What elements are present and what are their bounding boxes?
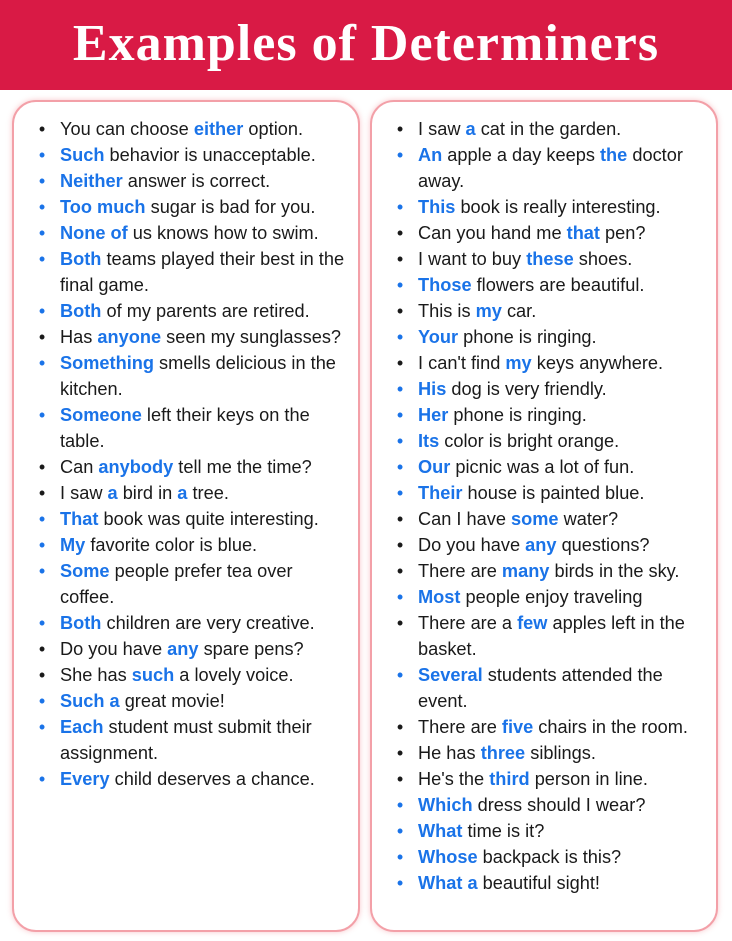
sentence-text: water?: [558, 509, 619, 529]
sentence-text: children are very creative.: [101, 613, 315, 633]
example-sentence: [38, 324, 348, 350]
sentence-text: She has: [60, 665, 132, 685]
determiner-highlight: Something: [60, 353, 154, 373]
sentence-text: child deserves a chance.: [109, 769, 315, 789]
sentence-text: dress should I wear?: [472, 795, 646, 815]
example-sentence: [396, 480, 706, 506]
sentence-text: smells delicious in the kitchen.: [60, 353, 336, 399]
determiner-highlight: three: [480, 743, 526, 763]
determiner-highlight: anybody: [98, 457, 174, 477]
sentence-text: I can't find: [418, 353, 506, 373]
example-sentence: [396, 558, 706, 584]
determiner-highlight: many: [501, 561, 550, 581]
example-sentence: [396, 506, 706, 532]
determiner-highlight: Which: [418, 795, 473, 815]
sentence-text: left their keys on the table.: [60, 405, 310, 451]
sentence-text: flowers are beautiful.: [471, 275, 645, 295]
example-sentence: [396, 350, 706, 376]
example-sentence: [396, 402, 706, 428]
sentence-text: beautiful sight!: [477, 873, 600, 893]
determiner-highlight: Your: [418, 327, 459, 347]
bullet-icon: •: [396, 223, 404, 243]
determiner-highlight: My: [60, 535, 86, 555]
bullet-icon: •: [38, 301, 46, 321]
bullet-icon: •: [396, 587, 404, 607]
sentence-text: picnic was a lot of fun.: [450, 457, 635, 477]
sentence-text: person in line.: [529, 769, 648, 789]
example-sentence: [396, 454, 706, 480]
example-sentence: [396, 740, 706, 766]
determiner-highlight: any: [167, 639, 199, 659]
example-sentence: [38, 454, 348, 480]
example-sentence: [396, 662, 706, 714]
determiner-highlight: Our: [418, 457, 451, 477]
sentence-text: people prefer tea over coffee.: [60, 561, 293, 607]
example-sentence: [38, 116, 348, 142]
sentence-text: doctor away.: [418, 145, 683, 191]
sentence-text: phone is ringing.: [458, 327, 597, 347]
determiner-highlight: my: [505, 353, 532, 373]
example-sentence: [38, 194, 348, 220]
bullet-icon: •: [396, 249, 404, 269]
example-sentence: [38, 168, 348, 194]
determiner-highlight: a: [465, 119, 476, 139]
bullet-icon: •: [38, 613, 46, 633]
bullet-icon: •: [396, 795, 404, 815]
sentence-text: backpack is this?: [477, 847, 622, 867]
bullet-icon: •: [396, 665, 404, 685]
determiner-highlight: the: [600, 145, 628, 165]
determiner-highlight: some: [511, 509, 559, 529]
determiner-highlight: Its: [418, 431, 440, 451]
example-sentence: [38, 532, 348, 558]
sentence-text: birds in the sky.: [549, 561, 680, 581]
sentence-text: chairs in the room.: [533, 717, 688, 737]
bullet-icon: •: [38, 197, 46, 217]
bullet-icon: •: [38, 457, 46, 477]
sentence-text: I saw: [60, 483, 108, 503]
sentence-text: student must submit their assignment.: [60, 717, 312, 763]
determiner-highlight: What: [418, 821, 463, 841]
bullet-icon: •: [38, 145, 46, 165]
determiner-highlight: a: [177, 483, 188, 503]
sentence-text: teams played their best in the final game.: [60, 249, 345, 295]
sentence-text: great movie!: [119, 691, 225, 711]
bullet-icon: •: [396, 873, 404, 893]
example-sentence: [396, 766, 706, 792]
bullet-icon: •: [38, 769, 46, 789]
bullet-icon: •: [38, 639, 46, 659]
example-sentence: [38, 246, 348, 298]
bullet-icon: •: [38, 691, 46, 711]
determiner-highlight: anyone: [97, 327, 162, 347]
determiner-highlight: Both: [60, 613, 102, 633]
bullet-icon: •: [396, 847, 404, 867]
example-sentence: [38, 688, 348, 714]
determiner-highlight: Too much: [60, 197, 146, 217]
example-sentence: [38, 298, 348, 324]
sentence-text: favorite color is blue.: [85, 535, 258, 555]
sentence-text: students attended the event.: [418, 665, 663, 711]
determiner-highlight: any: [525, 535, 557, 555]
bullet-icon: •: [396, 119, 404, 139]
sentence-text: He's the: [418, 769, 490, 789]
sentence-text: keys anywhere.: [531, 353, 664, 373]
sentence-text: Has: [60, 327, 98, 347]
example-sentence: [38, 220, 348, 246]
sentence-text: shoes.: [573, 249, 633, 269]
sentence-text: spare pens?: [198, 639, 304, 659]
example-sentence: [396, 818, 706, 844]
determiner-highlight: either: [193, 119, 244, 139]
sentence-text: apples left in the basket.: [418, 613, 685, 659]
sentence-text: answer is correct.: [122, 171, 271, 191]
bullet-icon: •: [396, 821, 404, 841]
determiner-highlight: What a: [418, 873, 478, 893]
sentence-text: color is bright orange.: [439, 431, 620, 451]
example-sentence: [396, 714, 706, 740]
sentence-text: Can: [60, 457, 99, 477]
sentence-text: You can choose: [60, 119, 194, 139]
determiner-highlight: such: [131, 665, 175, 685]
left-example-list: [14, 102, 358, 792]
determiner-highlight: Some: [60, 561, 110, 581]
example-sentence: [38, 402, 348, 454]
example-sentence: [396, 584, 706, 610]
right-examples-panel: [370, 100, 718, 932]
bullet-icon: •: [38, 223, 46, 243]
bullet-icon: •: [396, 353, 404, 373]
determiner-highlight: Every: [60, 769, 110, 789]
bullet-icon: •: [396, 457, 404, 477]
sentence-text: siblings.: [525, 743, 596, 763]
example-sentence: [396, 376, 706, 402]
sentence-text: He has: [418, 743, 481, 763]
example-sentence: [396, 870, 706, 896]
example-sentence: [38, 662, 348, 688]
determiner-highlight: Most: [418, 587, 461, 607]
bullet-icon: •: [396, 769, 404, 789]
bullet-icon: •: [38, 353, 46, 373]
sentence-text: seen my sunglasses?: [161, 327, 342, 347]
bullet-icon: •: [396, 613, 404, 633]
sentence-text: There are: [418, 717, 502, 737]
title-banner: [0, 0, 732, 90]
bullet-icon: •: [396, 275, 404, 295]
determiner-highlight: Their: [418, 483, 463, 503]
determiner-highlight: None of: [60, 223, 128, 243]
bullet-icon: •: [396, 717, 404, 737]
page-title: Examples of Determiners: [72, 14, 660, 72]
example-sentence: [396, 610, 706, 662]
sentence-text: I want to buy: [418, 249, 527, 269]
example-sentence: [396, 792, 706, 818]
bullet-icon: •: [38, 535, 46, 555]
sentence-text: tell me the time?: [173, 457, 312, 477]
determiner-highlight: An: [418, 145, 443, 165]
bullet-icon: •: [38, 171, 46, 191]
bullet-icon: •: [38, 717, 46, 737]
sentence-text: bird in: [117, 483, 178, 503]
example-sentence: [38, 350, 348, 402]
determiner-highlight: that: [566, 223, 600, 243]
bullet-icon: •: [396, 743, 404, 763]
bullet-icon: •: [38, 405, 46, 425]
determiner-highlight: Such: [60, 145, 105, 165]
left-examples-panel: [12, 100, 360, 932]
determiner-highlight: Her: [418, 405, 449, 425]
bullet-icon: •: [396, 561, 404, 581]
sentence-text: phone is ringing.: [448, 405, 587, 425]
sentence-text: This is: [418, 301, 476, 321]
sentence-text: apple a day keeps: [442, 145, 600, 165]
bullet-icon: •: [396, 145, 404, 165]
sentence-text: car.: [501, 301, 537, 321]
determiner-highlight: a: [107, 483, 118, 503]
determiner-highlight: Neither: [60, 171, 123, 191]
sentence-text: Can I have: [418, 509, 512, 529]
determiner-highlight: Someone: [60, 405, 142, 425]
right-example-list: [372, 102, 716, 896]
sentence-text: people enjoy traveling: [460, 587, 643, 607]
sentence-text: tree.: [187, 483, 229, 503]
sentence-text: sugar is bad for you.: [145, 197, 316, 217]
determiner-highlight: my: [475, 301, 502, 321]
sentence-text: pen?: [599, 223, 646, 243]
sentence-text: book is really interesting.: [455, 197, 661, 217]
sentence-text: us knows how to swim.: [127, 223, 319, 243]
example-sentence: [396, 246, 706, 272]
example-sentence: [396, 142, 706, 194]
bullet-icon: •: [396, 535, 404, 555]
example-sentence: [396, 272, 706, 298]
sentence-text: Can you hand me: [418, 223, 567, 243]
sentence-text: cat in the garden.: [475, 119, 622, 139]
sentence-text: a lovely voice.: [174, 665, 294, 685]
sentence-text: questions?: [556, 535, 650, 555]
sentence-text: behavior is unacceptable.: [104, 145, 316, 165]
sentence-text: Do you have: [60, 639, 168, 659]
example-sentence: [396, 220, 706, 246]
example-sentence: [38, 506, 348, 532]
example-sentence: [396, 844, 706, 870]
bullet-icon: •: [396, 301, 404, 321]
example-sentence: [38, 558, 348, 610]
determiner-highlight: His: [418, 379, 447, 399]
bullet-icon: •: [396, 509, 404, 529]
example-sentence: [396, 324, 706, 350]
example-sentence: [38, 714, 348, 766]
sentence-text: Do you have: [418, 535, 526, 555]
determiner-highlight: third: [489, 769, 530, 789]
sentence-text: of my parents are retired.: [101, 301, 310, 321]
determiner-highlight: Several: [418, 665, 483, 685]
example-sentence: [38, 766, 348, 792]
sentence-text: option.: [243, 119, 304, 139]
example-sentence: [38, 142, 348, 168]
determiner-highlight: Whose: [418, 847, 478, 867]
sentence-text: There are a: [418, 613, 518, 633]
example-sentence: [396, 298, 706, 324]
bullet-icon: •: [38, 249, 46, 269]
bullet-icon: •: [396, 405, 404, 425]
example-sentence: [38, 480, 348, 506]
determiner-highlight: these: [526, 249, 574, 269]
bullet-icon: •: [396, 197, 404, 217]
bullet-icon: •: [38, 327, 46, 347]
example-sentence: [38, 636, 348, 662]
bullet-icon: •: [396, 483, 404, 503]
bullet-icon: •: [38, 665, 46, 685]
example-sentence: [38, 610, 348, 636]
example-sentence: [396, 116, 706, 142]
bullet-icon: •: [38, 119, 46, 139]
sentence-text: book was quite interesting.: [98, 509, 319, 529]
example-sentence: [396, 428, 706, 454]
bullet-icon: •: [396, 379, 404, 399]
determiner-highlight: This: [418, 197, 456, 217]
determiner-highlight: Both: [60, 301, 102, 321]
bullet-icon: •: [38, 561, 46, 581]
bullet-icon: •: [396, 327, 404, 347]
sentence-text: time is it?: [462, 821, 545, 841]
determiner-highlight: five: [501, 717, 534, 737]
bullet-icon: •: [38, 509, 46, 529]
sentence-text: There are: [418, 561, 502, 581]
sentence-text: dog is very friendly.: [446, 379, 607, 399]
bullet-icon: •: [38, 483, 46, 503]
determiner-highlight: Those: [418, 275, 472, 295]
sentence-text: house is painted blue.: [462, 483, 645, 503]
example-sentence: [396, 194, 706, 220]
bullet-icon: •: [396, 431, 404, 451]
determiner-highlight: Both: [60, 249, 102, 269]
determiner-highlight: few: [517, 613, 548, 633]
determiner-highlight: Such a: [60, 691, 120, 711]
example-sentence: [396, 532, 706, 558]
sentence-text: I saw: [418, 119, 466, 139]
determiner-highlight: That: [60, 509, 99, 529]
determiner-highlight: Each: [60, 717, 104, 737]
